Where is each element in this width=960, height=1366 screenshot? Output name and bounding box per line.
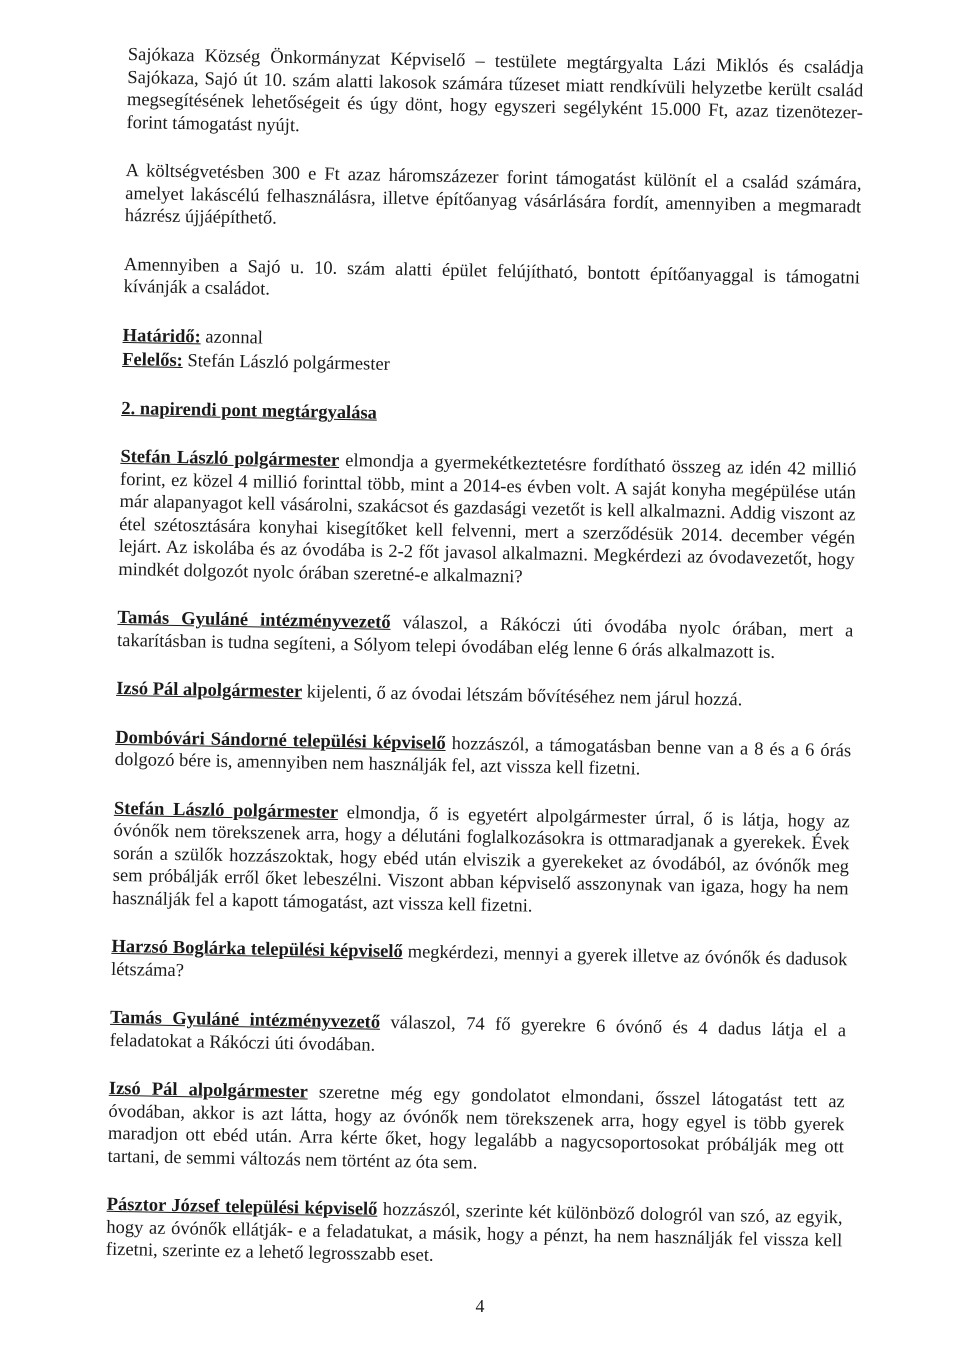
statement-text: hozzászól, szerinte két különböző dologról van szó, az egyik, hogy az óvónők ellátják- e a feladatukat, a másik, hogy a pénzt, ha nem használják fel vissza kell fizetni, szerinte ez a lehető legrosszabb eset. bbox=[105, 1199, 843, 1266]
statement-1 bbox=[118, 446, 856, 594]
page-text bbox=[106, 44, 864, 1275]
speaker-name: Izsó Pál alpolgármester bbox=[115, 678, 303, 703]
speaker-name: Stefán László polgármester bbox=[120, 446, 340, 471]
statement-7 bbox=[110, 1007, 847, 1065]
responsible-value: Stefán László polgármester bbox=[182, 351, 391, 375]
statement-3 bbox=[116, 678, 852, 714]
page-number: 4 bbox=[475, 1296, 485, 1316]
speaker-name: Tamás Gyuláné intézményvezető bbox=[109, 1007, 381, 1033]
responsible-label: Felelős: bbox=[122, 349, 184, 372]
statement-9 bbox=[106, 1194, 843, 1275]
decision-paragraph-3: Amennyiben a Sajó u. 10. szám alatti épület felújítható, bontott építőanyaggal is támogatni kívánják a családot. bbox=[123, 254, 861, 300]
statement-text: hozzászól, a támogatásban benne van a 8 és a 6 órás dolgozó bére is, amennyiben nem használják fel, azt vissza kell fizetni. bbox=[114, 733, 852, 780]
statement-text: válaszol, 74 fő gyerekre 6 óvónő és 4 dadus látja el a feladatokat a Rákóczi úti óvodában. bbox=[109, 1012, 847, 1056]
section-heading: 2. napirendi pont megtárgyalása bbox=[121, 398, 378, 424]
statement-text: elmondja, ő is egyetért alpolgármester úrral, ő is látja, hogy az óvónők nem törekszenek arra, hogy a délutáni foglalkozásokra is ottmaradjanak a gyerekek. Évek során a szülők hozzászoktak, hogy ebéd után elviszik a gyerekeket az óvodából, az óvónők meg sem próbálják erről őket lebeszélni. Viszont abban képviselő asszonynak van igaza, hogy ha nem használják fel a kapott támogatást, azt vissza kell fizetni. bbox=[112, 802, 851, 917]
speaker-name: Dombóvári Sándorné települési képviselő bbox=[115, 727, 446, 754]
statement-8 bbox=[107, 1078, 845, 1181]
statement-text: megkérdezi, mennyi a gyerek illetve az óvónők és dadusok létszáma? bbox=[110, 942, 848, 981]
statement-2 bbox=[117, 607, 854, 665]
statement-text: válaszol, a Rákóczi úti óvodába nyolc órában, mert a takarításban is tudna segíteni, a Sólyom telepi óvodában elég lenne 6 órás alkalmazott is. bbox=[116, 612, 854, 663]
deadline-label: Határidő: bbox=[122, 325, 201, 347]
decision-paragraph-1: Sajókaza Község Önkormányzat Képviselő – testülete megtárgyalta Lázi Miklós és családja Sajókaza, Sajó út 10. szám alatti lakosok számára tűzeset miatt rendkívüli helyzetbe került család megsegítésének lehetőségeit és úgy dönt, hogy egyszeri segélyként 15.000 Ft, azaz tizenötezer-forint támogatást nyújt. bbox=[126, 44, 864, 136]
speaker-name: Izsó Pál alpolgármester bbox=[108, 1078, 308, 1103]
statement-text: szeretne még egy gondolatot elmondani, ősszel látogatást tett az óvodában, akkor is azt látta, hogy az óvónők nem törekszenek arra, hogy egyel is több gyerek maradjon ott ebéd után. Arra kérte őket, hogy legalább a nagycsoportosokat próbálják meg ott tartani, de semmi változás nem történt az óta sem. bbox=[107, 1082, 845, 1174]
decision-paragraph-2: A költségvetésben 300 e Ft azaz háromszázezer forint támogatást különít el a család számára, amelyet lakáscélú felhasználásra, illetve építőanyag vásárlására fordít, amennyiben a megmaradt házrész újjáépíthető. bbox=[124, 160, 862, 229]
speaker-name: Stefán László polgármester bbox=[113, 798, 339, 823]
statement-6 bbox=[111, 936, 848, 994]
statement-text: kijelenti, ő az óvodai létszám bővítéséhez nem járul hozzá. bbox=[301, 682, 743, 711]
statement-5 bbox=[112, 797, 850, 923]
speaker-name: Tamás Gyuláné intézményvezető bbox=[117, 607, 391, 633]
speaker-name: Harzsó Boglárka települési képviselő bbox=[111, 936, 403, 963]
statement-4 bbox=[115, 726, 852, 784]
statement-text: elmondja a gyermekétkeztetésre fordítható összeg az idén 42 millió forint, ez közel 4 millió forinttal több, mint a 2014-es évben volt. A saját konyha megépülése után már alapanyagot kell vásárolni, szakácsot és gazdasági vezetőt is kell alkalmazni. Addig viszont az étel szétosztására konyhai kisegítőket kell felvenni, mert a szerződésük 2014. december végén lejárt. Az iskolába és az óvodába is 2-2 főt javasol alkalmazni. Megkérdezi az óvodavezetőt, hogy mindkét dolgozót nyolc órában szeretné-e alkalmazni? bbox=[118, 450, 857, 587]
speaker-name: Pásztor József települési képviselő bbox=[106, 1194, 378, 1220]
deadline-value: azonnal bbox=[200, 326, 264, 349]
